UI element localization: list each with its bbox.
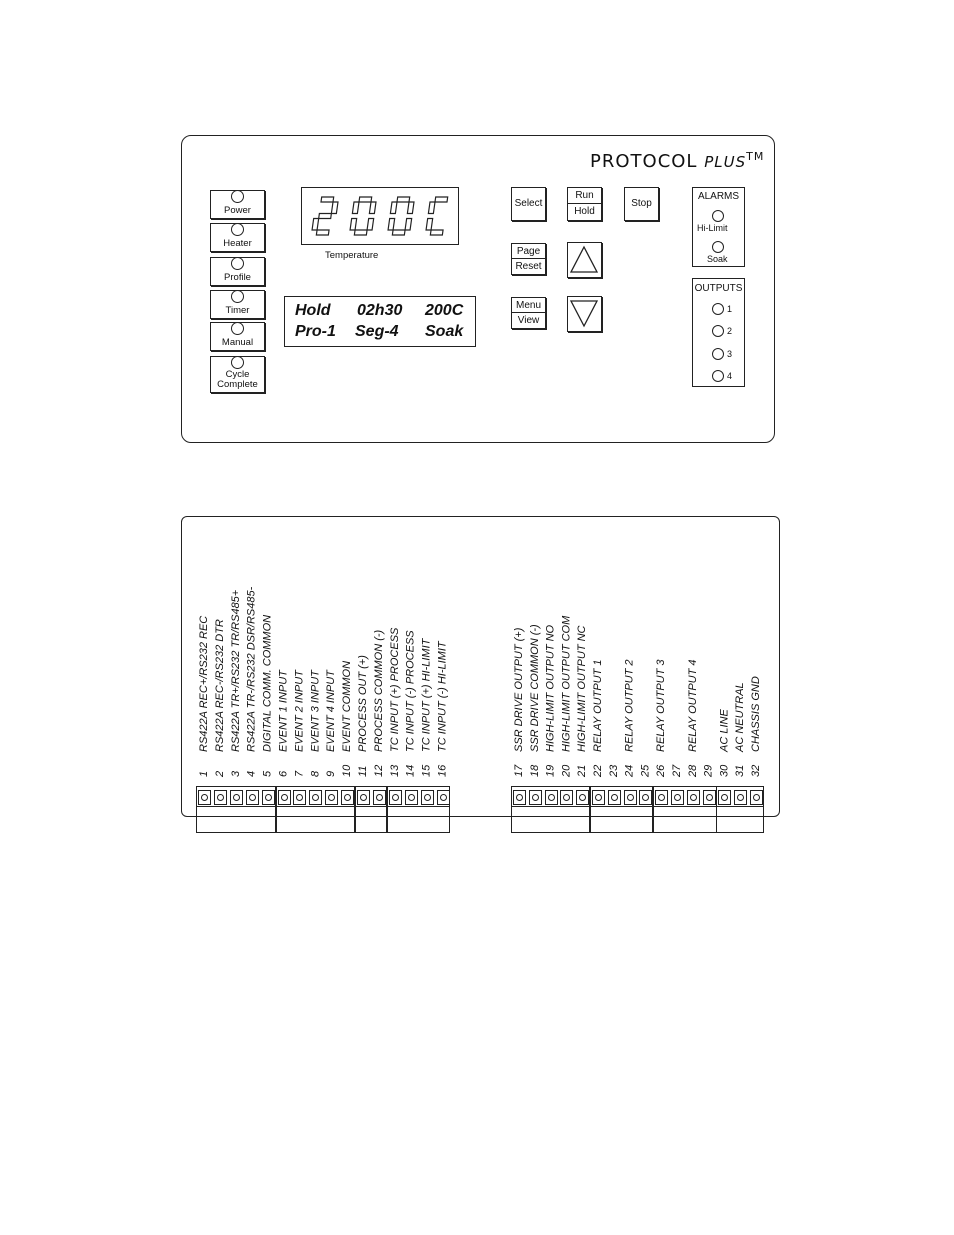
terminal-number: 21 — [576, 764, 589, 777]
terminal-screw-icon — [624, 790, 637, 805]
terminal-number: 17 — [513, 764, 525, 777]
terminal-number: 25 — [639, 764, 652, 777]
strip-divider — [511, 806, 590, 807]
terminal-number: 19 — [544, 764, 557, 777]
terminal-number: 7 — [293, 770, 306, 777]
brand-trademark: TM — [746, 150, 765, 163]
terminal-screw-icon — [341, 790, 354, 805]
strip-divider — [716, 806, 764, 807]
terminal-number: 6 — [277, 770, 290, 777]
terminal-screw-icon — [214, 790, 227, 805]
terminal-number: 11 — [357, 765, 369, 777]
strip-divider — [196, 806, 276, 807]
terminal-label: PROCESS COMMON (-) — [372, 629, 385, 752]
terminal-number: 12 — [372, 764, 385, 777]
terminal-label: HIGH-LIMIT OUTPUT COM — [560, 615, 573, 752]
terminal-screw-icon — [373, 790, 386, 805]
terminal-screw-icon — [576, 790, 589, 805]
terminal-label: PROCESS OUT (+) — [357, 655, 369, 752]
page-label: Page — [512, 244, 545, 259]
temperature-label: Temperature — [325, 250, 379, 261]
terminal-number: 27 — [671, 764, 683, 777]
output-2-label: 2 — [727, 326, 733, 336]
terminal-screw-icon — [734, 790, 747, 805]
terminal-label: RELAY OUTPUT 1 — [592, 659, 604, 752]
terminal-label: RELAY OUTPUT 3 — [655, 659, 668, 752]
terminal-screw-icon — [529, 790, 542, 805]
terminal-number: 4 — [245, 770, 258, 777]
terminal-number: 15 — [420, 764, 433, 777]
terminal-screw-icon — [293, 790, 306, 805]
terminal-screw-icon — [703, 790, 716, 805]
terminal-screw-icon — [389, 790, 402, 805]
terminal-screw-icon — [687, 790, 700, 805]
terminal-screw-icon — [421, 790, 434, 805]
strip-divider — [276, 806, 356, 807]
terminal-label: TC INPUT (+) HI-LIMIT — [420, 638, 433, 752]
terminal-label: HIGH-LIMIT OUTPUT NC — [576, 625, 589, 752]
terminal-label: SSR DRIVE OUTPUT (+) — [513, 627, 525, 752]
hi-limit-label: Hi-Limit — [697, 223, 728, 233]
terminal-label: EVENT COMMON — [341, 660, 354, 752]
terminal-label: DIGITAL COMM. COMMON — [261, 614, 274, 752]
terminal-screw-icon — [230, 790, 243, 805]
terminal-screw-icon — [592, 790, 605, 805]
terminal-number: 31 — [734, 764, 747, 777]
outputs-title: OUTPUTS — [694, 283, 743, 294]
brand-name: PROTOCOL — [590, 151, 698, 172]
terminal-number: 8 — [309, 770, 322, 777]
lcd-state: Soak — [425, 323, 464, 340]
lcd-time: 02h30 — [357, 302, 403, 319]
terminal-label: AC LINE — [718, 709, 731, 752]
terminal-screw-icon — [608, 790, 621, 805]
terminal-screw-icon — [718, 790, 731, 805]
terminal-screw-icon — [198, 790, 211, 805]
output-1-label: 1 — [727, 304, 733, 314]
select-label: Select — [514, 198, 543, 209]
terminal-number: 30 — [718, 764, 731, 777]
terminal-number: 13 — [388, 764, 401, 777]
terminal-screw-icon — [655, 790, 668, 805]
terminal-number: 5 — [261, 770, 274, 777]
terminal-screw-icon — [278, 790, 291, 805]
terminal-screw-icon — [309, 790, 322, 805]
terminal-label: RS422A REC-/RS232 DTR — [213, 619, 226, 752]
terminal-screw-icon — [671, 790, 684, 805]
terminal-label: EVENT 4 INPUT — [325, 670, 338, 752]
terminal-screw-icon — [639, 790, 652, 805]
strip-divider — [355, 806, 387, 807]
lcd-profile: Pro-1 — [295, 323, 336, 340]
terminal-label: RELAY OUTPUT 2 — [623, 659, 636, 752]
terminal-label: CHASSIS GND — [750, 676, 762, 752]
terminal-label: TC INPUT (-) HI-LIMIT — [436, 641, 449, 752]
power-label: Power — [224, 205, 251, 216]
terminal-label: AC NEUTRAL — [734, 682, 747, 752]
cycle-complete-label: Cycle Complete — [217, 369, 258, 390]
lcd-setpoint: 200C — [425, 302, 464, 319]
terminal-number: 22 — [592, 764, 604, 777]
terminal-number: 32 — [750, 764, 762, 777]
terminal-label: HIGH-LIMIT OUTPUT NO — [544, 624, 557, 752]
strip-divider — [387, 806, 451, 807]
brand-suffix: PLUS — [704, 153, 747, 171]
lcd-mode: Hold — [295, 302, 331, 319]
run-label: Run — [568, 188, 601, 204]
terminal-screw-icon — [560, 790, 573, 805]
terminal-number: 14 — [404, 764, 417, 777]
menu-label: Menu — [512, 298, 545, 313]
terminal-number: 1 — [198, 770, 210, 777]
terminal-screw-icon — [325, 790, 338, 805]
terminal-number: 2 — [213, 770, 226, 777]
terminal-label: RS422A TR-/RS232 DSR/RS485- — [245, 586, 258, 752]
strip-divider — [590, 806, 653, 807]
terminal-number: 9 — [325, 770, 338, 777]
terminal-label: TC INPUT (-) PROCESS — [404, 630, 417, 752]
terminal-screw-icon — [437, 790, 450, 805]
terminal-screw-icon — [357, 790, 370, 805]
terminal-screw-icon — [262, 790, 275, 805]
terminal-number: 20 — [560, 764, 573, 777]
terminal-screw-icon — [750, 790, 763, 805]
terminal-number: 24 — [623, 764, 636, 777]
terminal-number: 16 — [436, 764, 449, 777]
terminal-number: 28 — [686, 764, 699, 777]
terminal-label: RELAY OUTPUT 4 — [686, 659, 699, 752]
reset-label: Reset — [515, 261, 542, 272]
hold-label: Hold — [574, 206, 595, 217]
output-3-label: 3 — [727, 349, 733, 359]
strip-divider — [653, 806, 716, 807]
terminal-label: RS422A TR+/RS232 TR/RS485+ — [229, 589, 242, 752]
terminal-label: RS422A REC+/RS232 REC — [198, 615, 210, 752]
terminal-label: EVENT 1 INPUT — [277, 670, 290, 752]
profile-label: Profile — [224, 272, 251, 283]
stop-label: Stop — [631, 198, 652, 209]
manual-label: Manual — [221, 337, 254, 348]
terminal-screw-icon — [513, 790, 526, 805]
terminal-label: EVENT 3 INPUT — [309, 670, 322, 752]
terminal-screw-icon — [246, 790, 259, 805]
timer-label: Timer — [225, 305, 250, 316]
output-4-label: 4 — [727, 371, 733, 381]
terminal-number: 23 — [607, 764, 620, 777]
view-label: View — [517, 315, 540, 326]
terminal-label: SSR DRIVE COMMON (-) — [528, 624, 541, 752]
alarms-title: ALARMS — [697, 191, 740, 202]
soak-label: Soak — [707, 254, 728, 264]
terminal-number: 26 — [655, 764, 668, 777]
terminal-number: 3 — [229, 770, 242, 777]
terminal-number: 10 — [341, 764, 354, 777]
terminal-screw-icon — [405, 790, 418, 805]
terminal-label: EVENT 2 INPUT — [293, 670, 306, 752]
terminal-label: TC INPUT (+) PROCESS — [388, 627, 401, 752]
heater-label: Heater — [223, 238, 252, 249]
terminal-number: 29 — [702, 764, 715, 777]
lcd-segment: Seg-4 — [355, 323, 399, 340]
terminal-screw-icon — [545, 790, 558, 805]
terminal-number: 18 — [528, 764, 541, 777]
